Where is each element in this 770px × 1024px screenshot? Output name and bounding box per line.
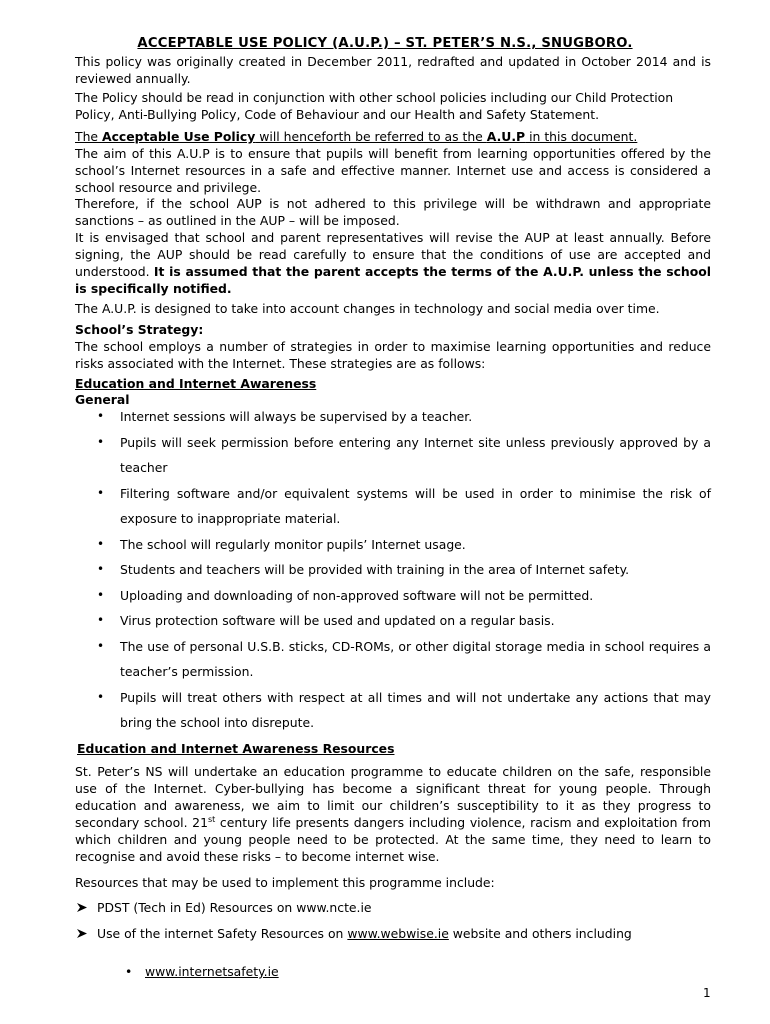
sub-bullet-item	[125, 963, 279, 980]
internetsafety-link[interactable]: www.internetsafety.ie	[145, 964, 279, 979]
list-item: • The school will regularly monitor pupils’ Internet usage.	[75, 532, 711, 558]
resources-list	[75, 899, 711, 951]
list-item: • Internet sessions will always be supervised by a teacher.	[75, 404, 711, 430]
resource-item-pdst	[75, 899, 711, 916]
aim-paragraph: The aim of this A.U.P is to ensure that pupils will benefit from learning opportunities offered by the school’s Internet resources in a safe and effective manner. Internet use and access is considered a school resource and privilege.	[75, 146, 711, 195]
arrow-bullet-icon	[77, 903, 87, 912]
aup-def-pre: The	[75, 129, 102, 144]
arrow-bullet-icon	[77, 929, 87, 938]
awareness-heading: Education and Internet Awareness	[75, 376, 317, 391]
aup-definition-underlined	[75, 129, 637, 144]
list-item: • Filtering software and/or equivalent systems will be used in order to minimise the risk of exposure to inappropriate material.	[75, 481, 711, 532]
general-subheading: General	[75, 392, 130, 407]
resources-para-pre: St. Peter’s NS will undertake an education programme to educate children on the safe, responsible use of the Internet. Cyber-bullying has become a significant threat for young people. Through education and awareness, we aim to limit our children’s susceptibility to it as they progress to secondary school. 21	[75, 764, 711, 830]
list-item: • Students and teachers will be provided with training in the area of Internet safety.	[75, 557, 711, 583]
list-item: • Uploading and downloading of non-approved software will not be permitted.	[75, 583, 711, 609]
general-bullet-list	[75, 404, 711, 736]
list-item: • Pupils will seek permission before entering any Internet site unless previously approved by a teacher	[75, 430, 711, 481]
ordinal-suffix: st	[207, 814, 216, 824]
aup-def-mid: will henceforth be referred to as the	[255, 129, 487, 144]
list-item: • The use of personal U.S.B. sticks, CD-ROMs, or other digital storage media in school requires a teacher’s permission.	[75, 634, 711, 685]
webwise-link[interactable]: www.webwise.ie	[347, 926, 449, 941]
aup-def-bold2: A.U.P	[486, 129, 526, 144]
aup-def-bold: Acceptable Use Policy	[101, 129, 256, 144]
aup-definition	[75, 128, 711, 145]
revision-bold-text: It is assumed that the parent accepts the terms of the A.U.P. unless the school is specifically notified.	[75, 264, 712, 296]
technology-paragraph: The A.U.P. is designed to take into account changes in technology and social media over time.	[75, 301, 660, 316]
page-number: 1	[703, 986, 711, 1000]
list-item: • Virus protection software will be used and updated on a regular basis.	[75, 608, 711, 634]
aup-def-post: in this document.	[525, 129, 638, 144]
strategy-paragraph: The school employs a number of strategies in order to maximise learning opportunities and reduce risks associated with the Internet. These strategies are as follows:	[75, 339, 711, 371]
strategy-heading: School’s Strategy:	[75, 322, 204, 337]
resource-item-webwise	[75, 925, 711, 942]
resources-para-post: century life presents dangers including violence, racism and exploitation from which children and young people need to be protected. At the same time, they need to learn to recognise and avoid these risks – to become internet wise.	[75, 815, 711, 864]
resource-item-text-post: website and others including	[448, 926, 632, 941]
page-title: ACCEPTABLE USE POLICY (A.U.P.) – ST. PETER’S N.S., SNUGBORO.	[137, 36, 633, 51]
resources-paragraph	[75, 763, 711, 865]
resource-item-text: Use of the internet Safety Resources on	[97, 926, 348, 941]
resource-item-text: PDST (Tech in Ed) Resources on www.ncte.ie	[97, 900, 372, 915]
sanctions-paragraph: Therefore, if the school AUP is not adhered to this privilege will be withdrawn and appropriate sanctions – as outlined in the AUP – will be imposed.	[75, 196, 711, 228]
list-item: • Pupils will treat others with respect at all times and will not undertake any actions that may bring the school into disrepute.	[75, 685, 711, 736]
resources-heading: Education and Internet Awareness Resources	[77, 741, 395, 756]
resources-intro: Resources that may be used to implement this programme include:	[75, 875, 495, 890]
revision-paragraph	[75, 229, 711, 297]
revision-text: It is envisaged that school and parent representatives will revise the AUP at least annually. Before signing, the AUP should be read carefully to ensure that the conditions of use are accepted and understood.	[75, 230, 711, 279]
bullet-dot-icon: •	[125, 964, 133, 979]
intro-paragraph-1: This policy was originally created in December 2011, redrafted and updated in October 2014 and is reviewed annually.	[75, 54, 711, 86]
intro-paragraph-2: The Policy should be read in conjunction with other school policies including our Child Protection Policy, Anti-Bullying Policy, Code of Behaviour and our Health and Safety Statement.	[75, 90, 674, 122]
